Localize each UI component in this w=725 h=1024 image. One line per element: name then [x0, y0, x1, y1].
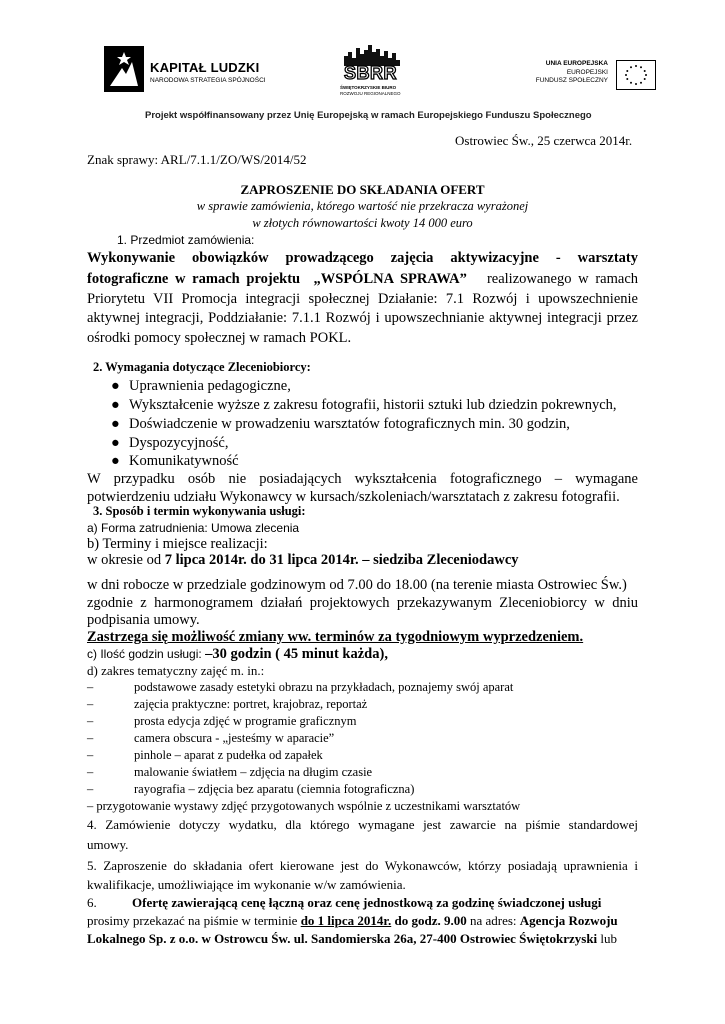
- section-6-number: 6.: [87, 895, 97, 910]
- document-date: Ostrowiec Św., 25 czerwca 2014r.: [455, 133, 633, 148]
- list-item: ● Dyspozycyjność,: [111, 435, 229, 451]
- deadline-time: do godz. 9.00: [391, 913, 467, 928]
- section-1-heading: 1. Przedmiot zamówienia:: [117, 233, 255, 247]
- section-3-heading: 3. Sposób i termin wykonywania usługi:: [93, 504, 306, 518]
- list-item: – pinhole – aparat z pudełka od zapałek: [87, 748, 323, 762]
- project-phrase: fotograficzne w ramach projektu: [87, 271, 301, 287]
- bullet-icon: ●: [111, 397, 120, 413]
- dash-icon: –: [87, 782, 94, 796]
- section-1-line-1: Wykonywanie obowiązków prowadzącego zajęcia aktywizacyjne - warsztaty: [87, 250, 638, 266]
- project-name: „WSPÓLNA SPRAWA”: [313, 271, 467, 287]
- title-subline-2: w złotych równowartości kwoty 14 000 euro: [252, 216, 473, 230]
- bullet-icon: ●: [111, 435, 120, 451]
- dash-icon: –: [87, 748, 94, 762]
- list-item: – malowanie światłem – zdjęcia na długim czasie: [87, 765, 373, 779]
- section-1-line-5: ośrodki pomocy społecznej w ramach POKL.: [87, 330, 352, 346]
- employment-form: a) Forma zatrudnienia: Umowa zlecenia: [87, 521, 300, 535]
- section-2-note-2: potwierdzeniu udziału Wykonawcy w kursach/szkoleniach/warsztatach z zakresu fotografii.: [87, 489, 620, 505]
- list-item: ● Komunikatywność: [111, 453, 239, 469]
- dash-icon: –: [87, 714, 94, 728]
- bullet-icon: ●: [111, 453, 120, 469]
- section-2-heading: 2. Wymagania dotyczące Zleceniobiorcy:: [93, 360, 311, 374]
- deadline-date: do 1 lipca 2014r.: [300, 913, 392, 928]
- title-subline-1: w sprawie zamówienia, którego wartość nie przekracza wyrażonej: [196, 199, 529, 213]
- sbrr-caption-1: ŚWIĘTOKRZYSKIE BIURO: [340, 85, 397, 90]
- period-line: w okresie od 7 lipca 2014r. do 31 lipca 2014r. – siedziba Zleceniodawcy: [87, 552, 519, 568]
- sbrr-caption-2: ROZWOJU REGIONALNEGO: [340, 91, 401, 96]
- section-1-line-3: Priorytetu VII Promocja integracji społecznej Działanie: 7.1 Rozwój i upowszechnienie: [87, 291, 638, 307]
- section-6-line-3: Lokalnego Sp. z o.o. w Ostrowcu Św. ul. Sandomierska 26a, 27-400 Ostrowiec Świętokrzyski lub: [87, 931, 618, 946]
- section-5-line-2: kwalifikacje, umożliwiające im wykonanie w/w zamówienia.: [87, 877, 406, 892]
- section-1-line-4: aktywnej integracji, Poddziałanie: 7.1.1 Rozwój i upowszechnianie aktywnej integracji przez: [87, 310, 638, 326]
- scope-heading: d) zakres tematyczny zajęć m. in.:: [87, 663, 265, 678]
- dash-icon: –: [87, 765, 94, 779]
- list-item: ● Doświadczenie w prowadzeniu warsztatów fotograficznych min. 30 godzin,: [111, 416, 570, 432]
- section-4-line-1: 4. Zamówienie dotyczy wydatku, dla którego wymagane jest zawarcie na piśmie standardowej: [87, 817, 638, 832]
- period-dates: 7 lipca 2014r. do 31 lipca 2014r. – siedziba Zleceniodawcy: [164, 552, 519, 568]
- bullet-icon: ●: [111, 378, 120, 394]
- days-line-2: zgodnie z harmonogramem działań projektowych przekazywanym Zleceniobiorcy w dniu: [87, 595, 638, 611]
- list-item: – przygotowanie wystawy zdjęć przygotowanych wspólnie z uczestnikami warsztatów: [87, 799, 521, 813]
- list-item: – zajęcia praktyczne: portret, krajobraz, reportaż: [87, 697, 368, 711]
- kl-subtitle: NARODOWA STRATEGIA SPÓJNOŚCI: [150, 77, 266, 84]
- section-2-note-1: W przypadku osób nie posiadających wykształcenia fotograficznego – wymagane: [87, 471, 638, 487]
- section-4-line-2: umowy.: [87, 837, 129, 852]
- project-phrase-end: realizowanego w ramach: [486, 271, 638, 287]
- reservation-note: Zastrzega się możliwość zmiany ww. terminów za tygodniowym wyprzedzeniem.: [87, 629, 584, 645]
- case-number: Znak sprawy: ARL/7.1.1/ZO/WS/2014/52: [87, 152, 307, 167]
- days-line-3: podpisania umowy.: [87, 612, 200, 628]
- eu-line-1: UNIA EUROPEJSKA: [545, 60, 608, 67]
- dash-icon: –: [87, 680, 94, 694]
- list-item: ● Uprawnienia pedagogiczne,: [111, 378, 291, 394]
- kapital-ludzki-logo: [104, 46, 304, 94]
- sbrr-logo: [338, 44, 408, 100]
- kapital-ludzki-emblem-icon: [104, 46, 144, 92]
- hours-value: –30 godzin ( 45 minut każda),: [205, 646, 388, 662]
- dash-icon: –: [87, 697, 94, 711]
- eu-line-2: EUROPEJSKI: [566, 69, 608, 76]
- section-6-line-2: prosimy przekazać na piśmie w terminie do 1 lipca 2014r. do godz. 9.00 na adres: Agencja Rozwoju: [87, 913, 618, 928]
- list-item: – podstawowe zasady estetyki obrazu na przykładach, poznajemy swój aparat: [87, 680, 514, 694]
- eu-flag-icon: [616, 60, 656, 90]
- list-item: ● Wykształcenie wyższe z zakresu fotografii, historii sztuki lub dziedzin pokrewnych,: [111, 397, 617, 413]
- days-line-1: w dni robocze w przedziale godzinowym od 7.00 do 18.00 (na terenie miasta Ostrowiec Św.): [87, 577, 627, 593]
- agency-name: Agencja Rozwoju: [519, 913, 618, 928]
- eu-line-3: FUNDUSZ SPOŁECZNY: [535, 77, 608, 84]
- page-title: ZAPROSZENIE DO SKŁADANIA OFERT: [240, 182, 485, 197]
- cofinance-note: Projekt współfinansowany przez Unię Europejską w ramach Europejskiego Funduszu Społecznego: [145, 110, 592, 121]
- list-item: – camera obscura - „jesteśmy w aparacie”: [87, 731, 335, 745]
- agency-address: Lokalnego Sp. z o.o. w Ostrowcu Św. ul. Sandomierska 26a, 27-400 Ostrowiec Świętokrzyski: [87, 931, 598, 946]
- section-5-line-1: 5. Zaproszenie do składania ofert kierowane jest do Wykonawców, którzy posiadają uprawnienia i: [87, 858, 638, 873]
- dash-icon: –: [87, 731, 94, 745]
- dates-heading: b) Terminy i miejsce realizacji:: [87, 536, 268, 552]
- bullet-icon: ●: [111, 416, 120, 432]
- section-1-line-2: [87, 271, 638, 288]
- kl-title: KAPITAŁ LUDZKI: [150, 60, 260, 75]
- sbrr-mark: SBRR: [344, 63, 398, 83]
- hours-line: c) Ilość godzin usługi: –30 godzin ( 45 minut każda),: [87, 646, 388, 662]
- eu-logo: [530, 58, 656, 92]
- list-item: – prosta edycja zdjęć w programie graficznym: [87, 714, 357, 728]
- list-item: – rayografia – zdjęcia bez aparatu (ciemnia fotograficzna): [87, 782, 415, 796]
- section-6-line-1: Ofertę zawierającą cenę łączną oraz cenę jednostkową za godzinę świadczonej usługi: [132, 895, 602, 910]
